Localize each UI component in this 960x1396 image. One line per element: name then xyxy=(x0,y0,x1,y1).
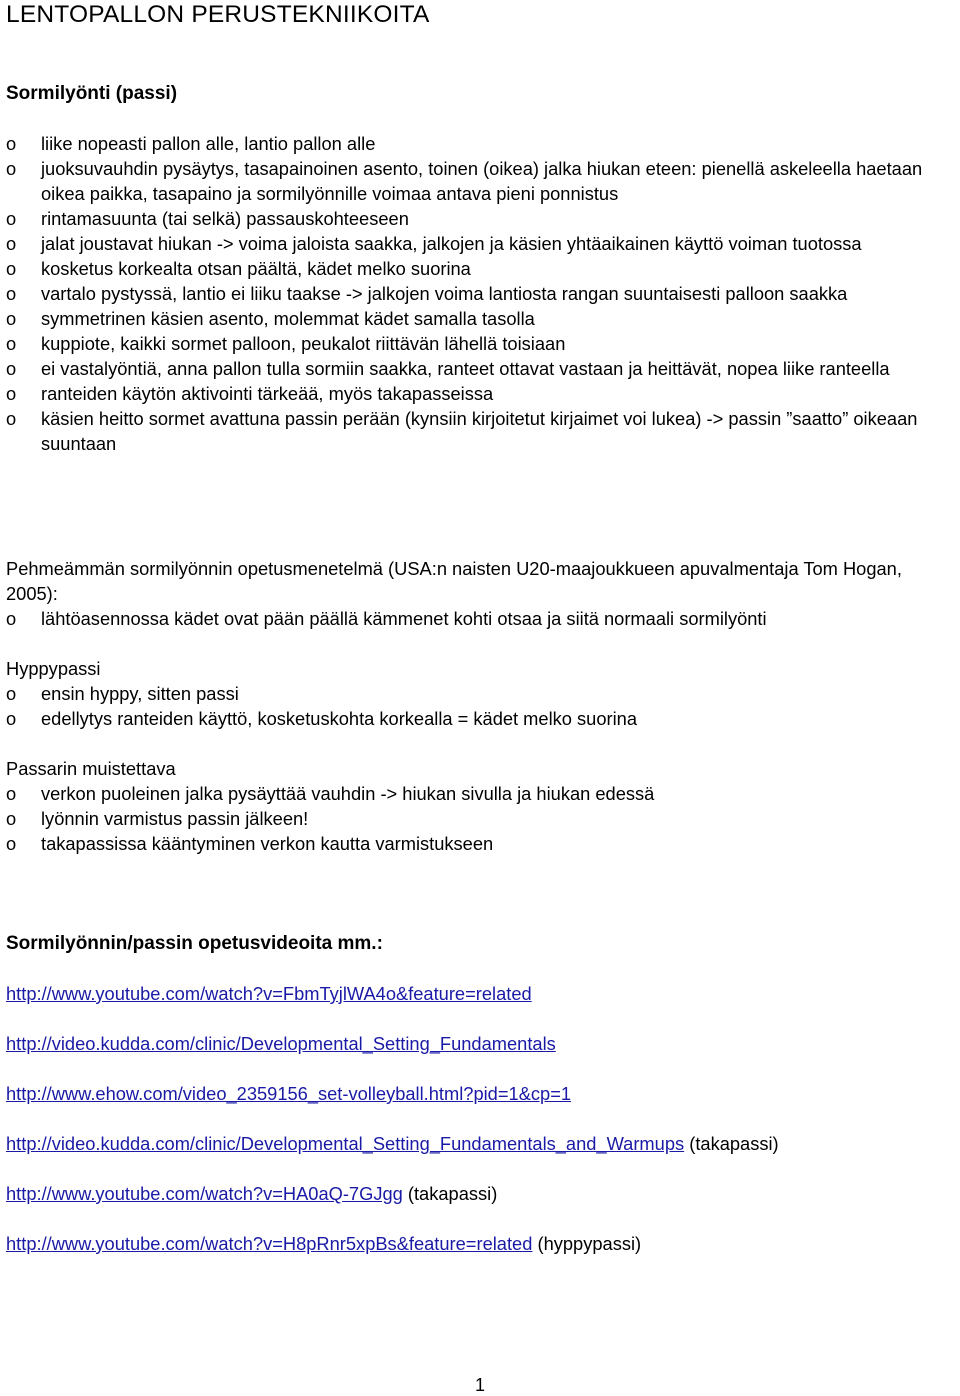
video-link-row xyxy=(6,1231,641,1256)
video-link[interactable]: http://www.youtube.com/watch?v=FbmTyjlWA4o&feature=related xyxy=(6,983,532,1004)
bullet-icon: o xyxy=(6,358,17,379)
bullet-icon: o xyxy=(6,808,17,829)
bullet-icon: o xyxy=(6,333,17,354)
method-list xyxy=(6,606,956,631)
bullet-icon: o xyxy=(6,133,17,154)
bullet-icon: o xyxy=(6,283,17,304)
list-item: o lyönnin varmistus passin jälkeen! xyxy=(6,808,309,829)
bullet-icon: o xyxy=(6,383,17,404)
list-item: o kuppiote, kaikki sormet palloon, peukalot riittävän lähellä toisiaan xyxy=(6,333,566,354)
list-item: o vartalo pystyssä, lantio ei liiku taakse -> jalkojen voima lantiosta rangan suuntaisesti palloon saakka xyxy=(6,283,848,304)
list-item: o juoksuvauhdin pysäytys, tasapainoinen asento, toinen (oikea) jalka hiukan eteen: pienellä askeleella haetaan oikea paikka, tasapaino ja sormilyönnille voimaa antava pieni ponnistus xyxy=(6,158,923,204)
list-item: o jalat joustavat hiukan -> voima jaloista saakka, jalkojen ja käsien yhtäaikainen käyttö voiman tuotossa xyxy=(6,233,862,254)
video-link-row xyxy=(6,981,532,1006)
bullet-icon: o xyxy=(6,683,17,704)
bullet-icon: o xyxy=(6,258,17,279)
method-intro: Pehmeämmän sormilyönnin opetusmenetelmä (USA:n naisten U20-maajoukkueen apuvalmentaja Tom Hogan, 2005): xyxy=(6,558,902,604)
setter-notes-heading: Passarin muistettava xyxy=(6,758,176,779)
video-link[interactable]: http://www.ehow.com/video_2359156_set-volleyball.html?pid=1&cp=1 xyxy=(6,1083,572,1104)
video-link[interactable]: http://video.kudda.com/clinic/Developmental_Setting_Fundamentals_and_Warmups xyxy=(6,1133,685,1154)
list-item: o ranteiden käytön aktivointi tärkeää, myös takapasseissa xyxy=(6,383,494,404)
bullet-icon: o xyxy=(6,408,17,429)
list-item: o lähtöasennossa kädet ovat pään päällä kämmenet kohti otsaa ja siitä normaali sormilyönti xyxy=(6,608,767,629)
bullet-icon: o xyxy=(6,208,17,229)
video-link[interactable]: http://video.kudda.com/clinic/Developmental_Setting_Fundamentals xyxy=(6,1033,556,1054)
bullet-icon: o xyxy=(6,233,17,254)
list-item: o rintamasuunta (tai selkä) passauskohteeseen xyxy=(6,208,409,229)
list-item: o liike nopeasti pallon alle, lantio pallon alle xyxy=(6,133,376,154)
list-item: o kosketus korkealta otsan päältä, kädet melko suorina xyxy=(6,258,471,279)
bullet-icon: o xyxy=(6,783,17,804)
list-item: o ensin hyppy, sitten passi xyxy=(6,683,239,704)
bullet-icon: o xyxy=(6,608,17,629)
section-heading-setting: Sormilyönti (passi) xyxy=(6,83,178,104)
video-link-row xyxy=(6,1081,571,1106)
list-item: o symmetrinen käsien asento, molemmat kädet samalla tasolla xyxy=(6,308,535,329)
video-link[interactable]: http://www.youtube.com/watch?v=H8pRnr5xpBs&feature=related xyxy=(6,1233,533,1254)
video-link-row xyxy=(6,1181,497,1206)
list-item: o verkon puoleinen jalka pysäyttää vauhdin -> hiukan sivulla ja hiukan edessä xyxy=(6,783,655,804)
list-item: o ei vastalyöntiä, anna pallon tulla sormiin saakka, ranteet ottavat vastaan ja heittävät, nopea liike ranteella xyxy=(6,358,890,379)
videos-heading: Sormilyönnin/passin opetusvideoita mm.: xyxy=(6,933,383,954)
video-link-row xyxy=(6,1131,779,1156)
setter-notes-list xyxy=(6,781,956,856)
jump-set-heading: Hyppypassi xyxy=(6,658,101,679)
video-link-note: (hyppypassi) xyxy=(537,1233,642,1254)
video-link[interactable]: http://www.youtube.com/watch?v=HA0aQ-7GJgg xyxy=(6,1183,403,1204)
bullet-icon: o xyxy=(6,308,17,329)
bullet-icon: o xyxy=(6,158,17,179)
page-number: 1 xyxy=(475,1375,486,1395)
list-item: o edellytys ranteiden käyttö, kosketuskohta korkealla = kädet melko suorina xyxy=(6,708,637,729)
jump-set-list xyxy=(6,681,956,731)
list-item: o käsien heitto sormet avattuna passin perään (kynsiin kirjoitetut kirjaimet voi lukea) -> passin ”saatto” oikeaan suuntaan xyxy=(6,408,918,454)
video-link-note: (takapassi) xyxy=(689,1133,779,1154)
bullet-icon: o xyxy=(6,708,17,729)
video-link-row xyxy=(6,1031,556,1056)
page-title: LENTOPALLON PERUSTEKNIIKOITA xyxy=(6,1,430,28)
list-item: o takapassissa kääntyminen verkon kautta varmistukseen xyxy=(6,833,494,854)
bullet-icon: o xyxy=(6,833,17,854)
video-link-note: (takapassi) xyxy=(407,1183,498,1204)
setting-technique-list xyxy=(6,131,956,456)
